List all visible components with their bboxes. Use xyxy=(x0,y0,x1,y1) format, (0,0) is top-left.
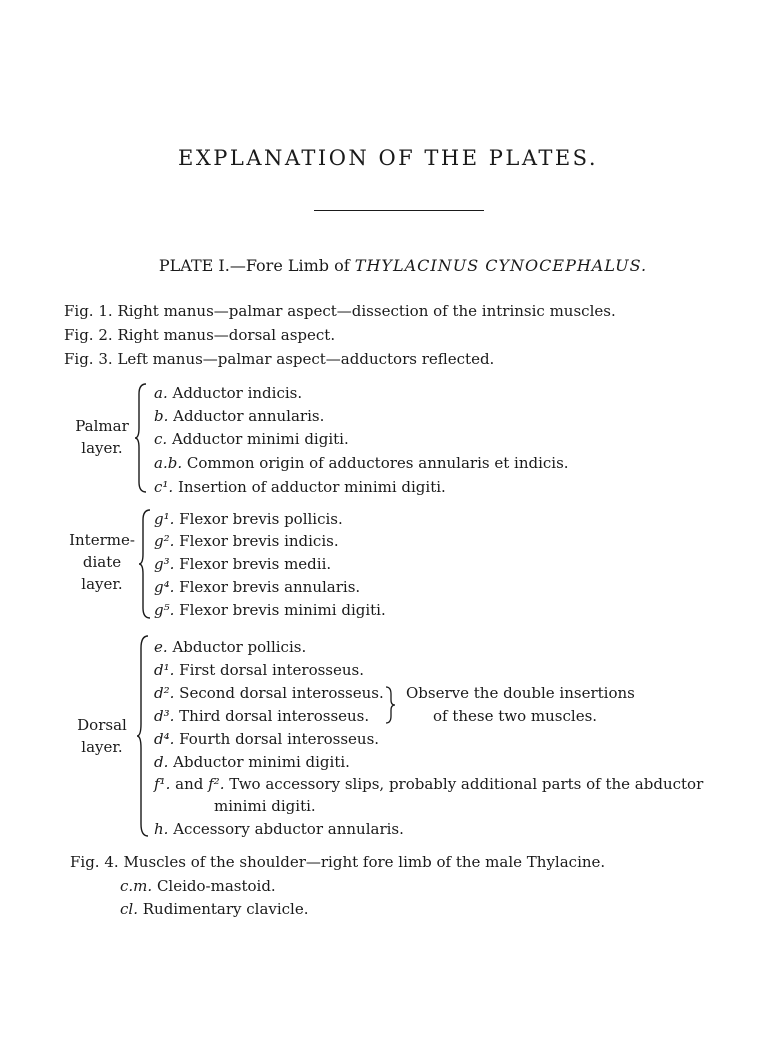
intermediate-item xyxy=(154,510,343,528)
insertion-note-line-1: Observe the double insertions xyxy=(406,684,635,702)
dorsal-layer-label: Dorsal layer. xyxy=(77,716,127,756)
dorsal-item xyxy=(154,684,384,702)
dorsal-item xyxy=(154,753,350,771)
item-text: Flexor brevis annularis. xyxy=(179,578,361,596)
dorsal-item xyxy=(154,730,379,748)
item-key: d². xyxy=(154,684,175,702)
dorsal-item xyxy=(154,707,369,725)
palmar-item xyxy=(154,407,324,425)
item-text: Cleido-mastoid. xyxy=(156,877,276,895)
item-text: Abductor minimi digiti. xyxy=(173,753,350,771)
item-text: Flexor brevis indicis. xyxy=(179,532,339,550)
insertion-note-line-2: of these two muscles. xyxy=(433,707,598,725)
item-key: cl. xyxy=(120,900,138,918)
intermediate-item xyxy=(154,555,331,573)
figure-text: Muscles of the shoulder—right fore limb of the male Thylacine. xyxy=(123,853,606,871)
dorsal-item xyxy=(154,820,404,838)
palmar-brace xyxy=(134,382,148,494)
dorsal-item-continuation: minimi digiti. xyxy=(214,797,316,815)
palmar-item xyxy=(154,384,302,402)
item-key: g¹. xyxy=(154,510,175,528)
title-rule xyxy=(314,210,484,211)
item-text: Adductor annularis. xyxy=(173,407,325,425)
item-text: Flexor brevis pollicis. xyxy=(179,510,343,528)
item-text: Accessory abductor annularis. xyxy=(173,820,404,838)
item-key: e. xyxy=(154,638,168,656)
intermediate-item xyxy=(154,601,386,619)
intermediate-item xyxy=(154,578,360,596)
intermediate-brace xyxy=(138,508,152,620)
item-key-2: f². xyxy=(208,775,225,793)
item-key: a. xyxy=(154,384,168,402)
figure-4-line xyxy=(70,853,605,871)
figure-label: Fig. 4. xyxy=(70,853,119,871)
item-text: Common origin of adductores annularis et indicis. xyxy=(186,454,569,472)
palmar-item xyxy=(154,430,349,448)
intermediate-layer-label: Interme- diate layer. xyxy=(69,531,135,593)
item-key: d³. xyxy=(154,707,175,725)
item-key: d¹. xyxy=(154,661,175,679)
figure-text: Left manus—palmar aspect—adductors reflected. xyxy=(117,350,495,368)
plate-heading xyxy=(0,256,776,275)
plate-heading-prefix: PLATE I.—Fore Limb of xyxy=(158,256,350,275)
fig4-item xyxy=(120,900,309,918)
item-key: g⁵. xyxy=(154,601,175,619)
item-text: Insertion of adductor minimi digiti. xyxy=(177,478,446,496)
figure-label: Fig. 1. xyxy=(64,302,113,320)
figure-3-line xyxy=(64,350,494,368)
item-text: Fourth dorsal interosseus. xyxy=(179,730,380,748)
dorsal-item xyxy=(154,638,306,656)
dorsal-item xyxy=(154,775,703,793)
item-text-2: Two accessory slips, probably additional parts of the abductor xyxy=(229,775,704,793)
item-key: c.m. xyxy=(120,877,153,895)
item-text: Adductor minimi digiti. xyxy=(171,430,349,448)
item-key: c. xyxy=(154,430,168,448)
item-key: g². xyxy=(154,532,175,550)
item-key: h. xyxy=(154,820,169,838)
item-text: Flexor brevis medii. xyxy=(179,555,332,573)
item-key: b. xyxy=(154,407,169,425)
item-key: c¹. xyxy=(154,478,174,496)
item-text: First dorsal interosseus. xyxy=(179,661,365,679)
figure-1-line xyxy=(64,302,616,320)
item-text: and xyxy=(175,775,204,793)
figure-text: Right manus—palmar aspect—dissection of the intrinsic muscles. xyxy=(117,302,616,320)
figure-text: Right manus—dorsal aspect. xyxy=(117,326,336,344)
item-text: Third dorsal interosseus. xyxy=(179,707,370,725)
palmar-item xyxy=(154,454,569,472)
item-key: f¹. xyxy=(154,775,171,793)
dorsal-item xyxy=(154,661,364,679)
figure-label: Fig. 3. xyxy=(64,350,113,368)
item-text: Flexor brevis minimi digiti. xyxy=(179,601,386,619)
insertion-brace xyxy=(384,685,396,725)
fig4-item xyxy=(120,877,276,895)
item-text: Second dorsal interosseus. xyxy=(179,684,384,702)
palmar-layer-label: Palmar layer. xyxy=(75,417,129,457)
item-key: g⁴. xyxy=(154,578,175,596)
item-key: d. xyxy=(154,753,169,771)
intermediate-item xyxy=(154,532,339,550)
item-key: d⁴. xyxy=(154,730,175,748)
figure-2-line xyxy=(64,326,335,344)
palmar-item xyxy=(154,478,446,496)
item-text: Rudimentary clavicle. xyxy=(142,900,309,918)
item-key: g³. xyxy=(154,555,175,573)
item-key: a.b. xyxy=(154,454,183,472)
figure-label: Fig. 2. xyxy=(64,326,113,344)
item-text: Adductor indicis. xyxy=(172,384,303,402)
page-title: EXPLANATION OF THE PLATES. xyxy=(177,146,598,170)
plate-species: THYLACINUS CYNOCEPHALUS. xyxy=(354,256,648,275)
dorsal-brace xyxy=(136,634,150,838)
item-text: Abductor pollicis. xyxy=(172,638,307,656)
